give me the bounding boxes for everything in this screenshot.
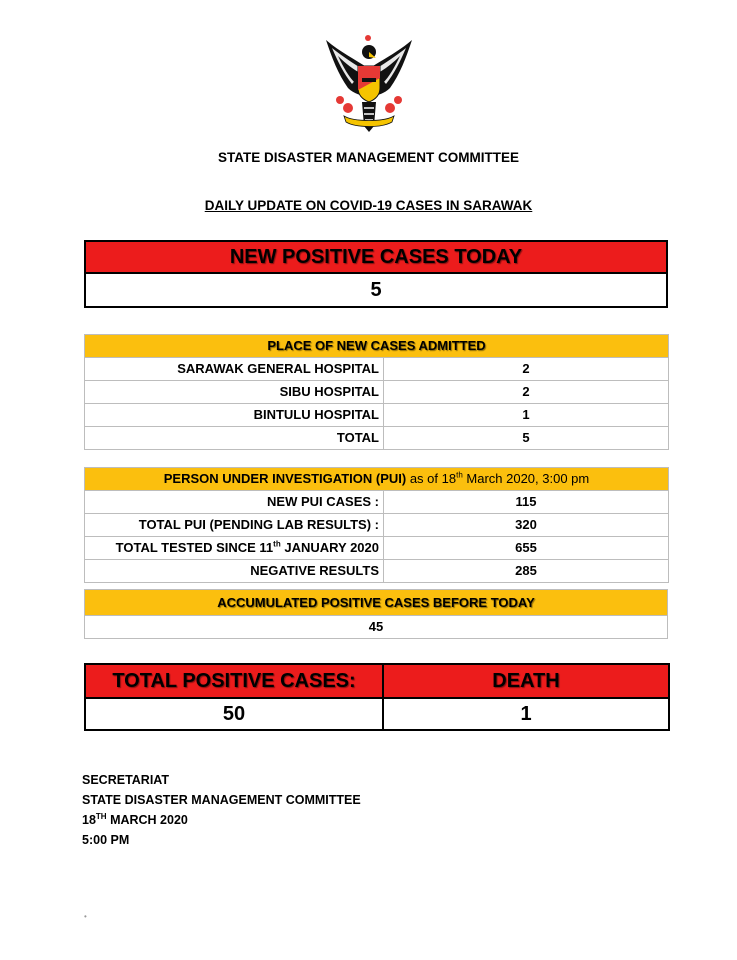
totals-table bbox=[84, 663, 670, 731]
admitted-value: 1 bbox=[384, 404, 669, 427]
admitted-label: TOTAL bbox=[85, 427, 384, 450]
table-row bbox=[85, 404, 669, 427]
pui-title bbox=[85, 468, 669, 491]
footer-secretariat: SECRETARIAT bbox=[82, 773, 170, 787]
pui-title-date: as of 18th March 2020, 3:00 pm bbox=[409, 470, 590, 486]
footer-time: 5:00 PM bbox=[82, 833, 130, 847]
admitted-label: SIBU HOSPITAL bbox=[85, 381, 384, 404]
admitted-value: 5 bbox=[384, 427, 669, 450]
page-mark: • bbox=[84, 912, 87, 921]
total-positive-value: 50 bbox=[85, 698, 383, 730]
pui-table bbox=[84, 467, 669, 583]
table-row bbox=[85, 560, 669, 583]
table-row bbox=[85, 381, 669, 404]
pui-value: 115 bbox=[384, 491, 669, 514]
pui-value: 285 bbox=[384, 560, 669, 583]
accumulated-table bbox=[84, 589, 668, 639]
table-row bbox=[85, 514, 669, 537]
table-row bbox=[85, 537, 669, 560]
accumulated-value: 45 bbox=[85, 616, 668, 639]
pui-title-bold: PERSON UNDER INVESTIGATION (PUI) bbox=[163, 471, 407, 486]
pui-label: NEW PUI CASES : bbox=[85, 491, 384, 514]
death-value: 1 bbox=[383, 698, 669, 730]
pui-label: TOTAL TESTED SINCE 11th JANUARY 2020 bbox=[85, 537, 384, 560]
admitted-title: PLACE OF NEW CASES ADMITTED bbox=[85, 335, 669, 358]
admitted-label: BINTULU HOSPITAL bbox=[85, 404, 384, 427]
update-subtitle: DAILY UPDATE ON COVID-19 CASES IN SARAWAK bbox=[204, 198, 533, 213]
footer-date: 18TH MARCH 2020 bbox=[82, 811, 188, 827]
footer-committee: STATE DISASTER MANAGEMENT COMMITTEE bbox=[82, 793, 361, 807]
admitted-label: SARAWAK GENERAL HOSPITAL bbox=[85, 358, 384, 381]
pui-label: NEGATIVE RESULTS bbox=[85, 560, 384, 583]
committee-heading: STATE DISASTER MANAGEMENT COMMITTEE bbox=[218, 150, 519, 165]
total-positive-label: TOTAL POSITIVE CASES: bbox=[85, 664, 383, 698]
table-row bbox=[85, 491, 669, 514]
table-row bbox=[85, 427, 669, 450]
admitted-value: 2 bbox=[384, 358, 669, 381]
footer-signature-block bbox=[82, 770, 361, 850]
new-cases-table bbox=[84, 240, 668, 308]
sarawak-crest-icon bbox=[318, 30, 420, 136]
table-row bbox=[85, 358, 669, 381]
pui-label: TOTAL PUI (PENDING LAB RESULTS) : bbox=[85, 514, 384, 537]
new-cases-label: NEW POSITIVE CASES TODAY bbox=[85, 241, 667, 273]
accumulated-label: ACCUMULATED POSITIVE CASES BEFORE TODAY bbox=[85, 590, 668, 616]
pui-value: 320 bbox=[384, 514, 669, 537]
admitted-table bbox=[84, 334, 669, 450]
admitted-value: 2 bbox=[384, 381, 669, 404]
new-cases-value: 5 bbox=[370, 279, 382, 301]
pui-value: 655 bbox=[384, 537, 669, 560]
death-label: DEATH bbox=[383, 664, 669, 698]
